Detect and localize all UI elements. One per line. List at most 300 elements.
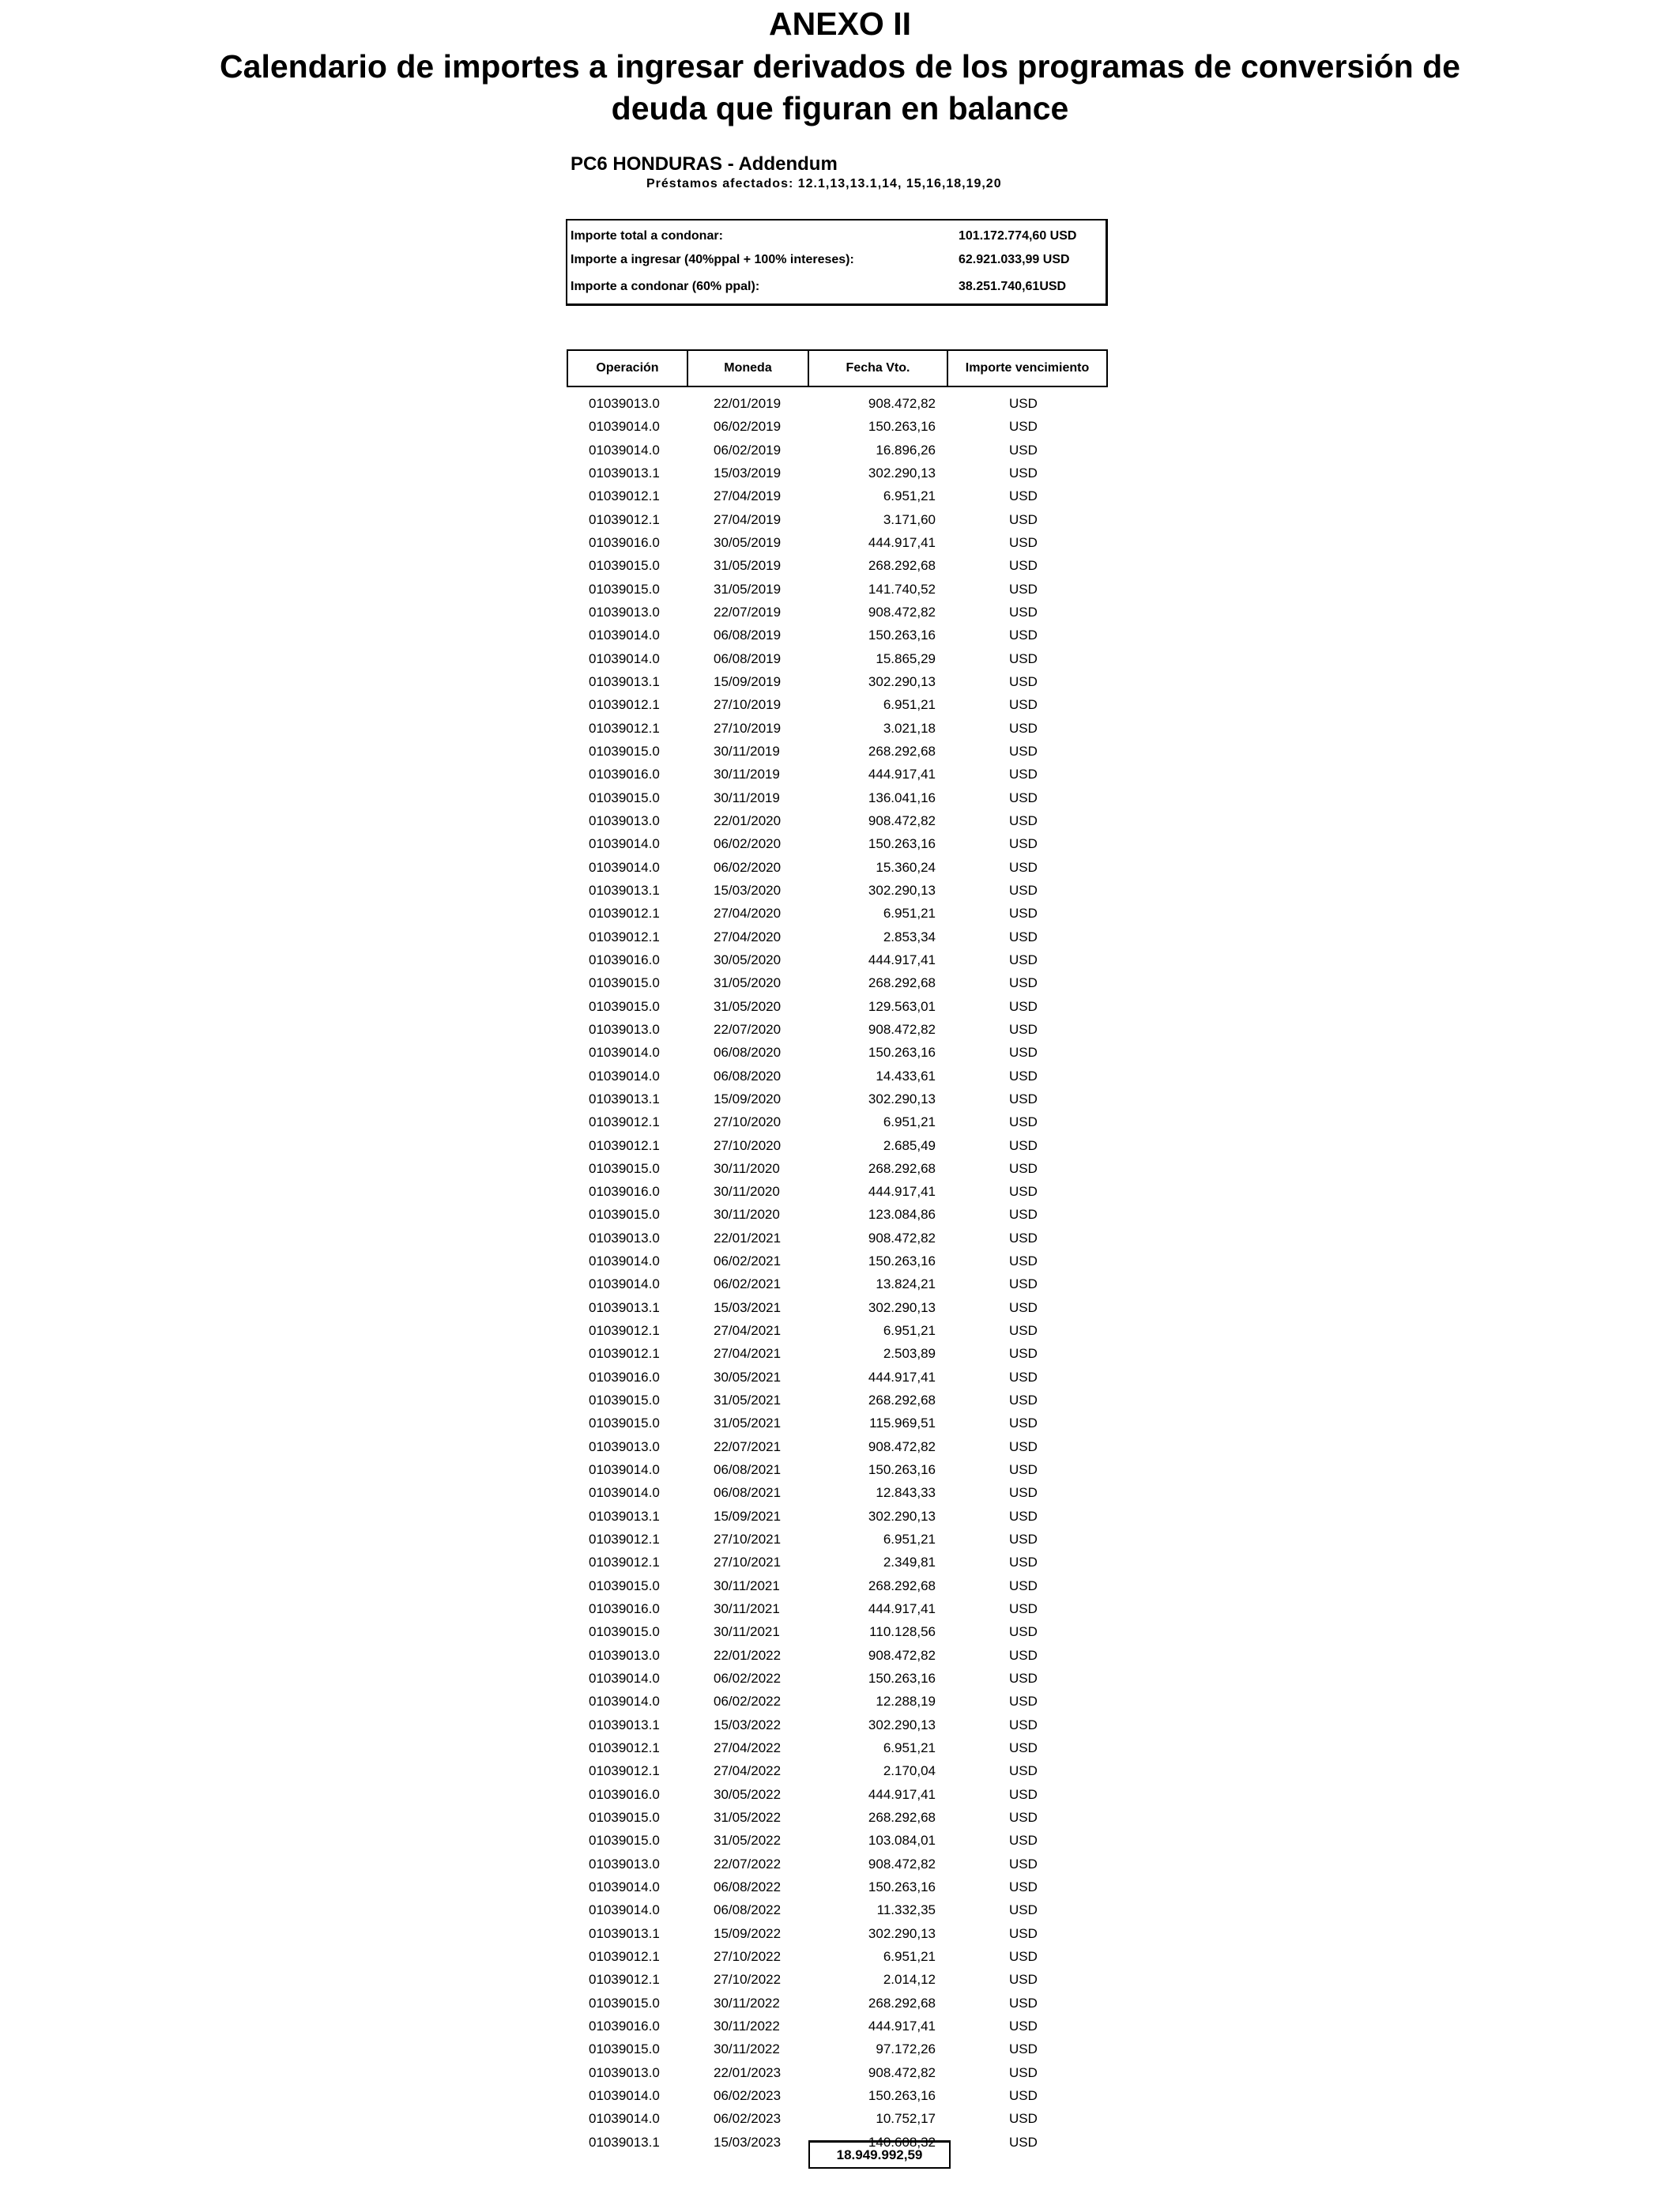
amount: 11.332,35 bbox=[876, 1902, 936, 1918]
currency: USD bbox=[1009, 1068, 1038, 1084]
due-date: 31/05/2019 bbox=[714, 581, 782, 597]
due-date: 06/08/2020 bbox=[714, 1068, 782, 1084]
amount: 12.843,33 bbox=[876, 1485, 936, 1501]
currency: USD bbox=[1009, 581, 1038, 597]
currency: USD bbox=[1009, 1925, 1038, 1941]
operation-code: 01039013.1 bbox=[589, 1925, 660, 1941]
table-row bbox=[567, 1272, 1109, 1295]
currency: USD bbox=[1009, 1276, 1038, 1292]
amount: 268.292,68 bbox=[868, 558, 936, 574]
table-row bbox=[567, 1065, 1109, 1088]
table-row bbox=[567, 1945, 1109, 1968]
currency: USD bbox=[1009, 1299, 1038, 1315]
amount: 268.292,68 bbox=[868, 1995, 936, 2011]
amount: 444.917,41 bbox=[868, 1369, 936, 1385]
operation-code: 01039015.0 bbox=[589, 1393, 660, 1408]
operation-code: 01039015.0 bbox=[589, 1833, 660, 1849]
amount: 444.917,41 bbox=[868, 1184, 936, 1200]
operation-code: 01039013.0 bbox=[589, 396, 660, 411]
table-row bbox=[567, 1992, 1109, 2015]
table-row bbox=[567, 948, 1109, 971]
table-row bbox=[567, 1620, 1109, 1643]
due-date: 27/04/2019 bbox=[714, 511, 782, 527]
due-date: 27/10/2021 bbox=[714, 1532, 782, 1547]
operation-code: 01039013.1 bbox=[589, 1299, 660, 1315]
due-date: 30/11/2021 bbox=[714, 1578, 780, 1593]
operation-code: 01039015.0 bbox=[589, 975, 660, 991]
schedule-rows bbox=[567, 392, 1109, 2154]
summary-row bbox=[567, 249, 1106, 271]
operation-code: 01039014.0 bbox=[589, 1902, 660, 1918]
table-row bbox=[567, 2061, 1109, 2084]
table-row bbox=[567, 392, 1109, 415]
operation-code: 01039013.0 bbox=[589, 1021, 660, 1037]
amount: 444.917,41 bbox=[868, 952, 936, 967]
table-row bbox=[567, 693, 1109, 716]
operation-code: 01039014.0 bbox=[589, 442, 660, 458]
currency: USD bbox=[1009, 790, 1038, 805]
table-row bbox=[567, 1898, 1109, 1921]
amount: 13.824,21 bbox=[876, 1276, 936, 1292]
amount: 6.951,21 bbox=[883, 1114, 936, 1130]
operation-code: 01039012.1 bbox=[589, 1137, 660, 1153]
operation-code: 01039013.0 bbox=[589, 1438, 660, 1454]
currency: USD bbox=[1009, 628, 1038, 643]
currency: USD bbox=[1009, 488, 1038, 504]
amount: 141.740,52 bbox=[868, 581, 936, 597]
operation-code: 01039012.1 bbox=[589, 1346, 660, 1362]
page-title: ANEXO II bbox=[769, 6, 911, 42]
currency: USD bbox=[1009, 929, 1038, 944]
table-row bbox=[567, 1667, 1109, 1690]
table-row bbox=[567, 1597, 1109, 1620]
total-amount: 18.949.992,59 bbox=[808, 2140, 951, 2169]
currency: USD bbox=[1009, 1462, 1038, 1478]
amount: 444.917,41 bbox=[868, 1601, 936, 1617]
due-date: 22/01/2021 bbox=[714, 1230, 782, 1246]
amount: 268.292,68 bbox=[868, 1160, 936, 1176]
currency: USD bbox=[1009, 1671, 1038, 1687]
table-row bbox=[567, 2015, 1109, 2038]
table-row bbox=[567, 2107, 1109, 2130]
operation-code: 01039013.1 bbox=[589, 882, 660, 898]
due-date: 06/02/2022 bbox=[714, 1671, 782, 1687]
operation-code: 01039012.1 bbox=[589, 1323, 660, 1339]
table-row bbox=[567, 1458, 1109, 1481]
amount: 150.263,16 bbox=[868, 1879, 936, 1894]
currency: USD bbox=[1009, 2041, 1038, 2057]
table-row bbox=[567, 1250, 1109, 1272]
currency: USD bbox=[1009, 697, 1038, 713]
amount: 6.951,21 bbox=[883, 906, 936, 922]
due-date: 30/11/2022 bbox=[714, 2041, 780, 2057]
due-date: 30/11/2022 bbox=[714, 2018, 780, 2034]
table-row bbox=[567, 508, 1109, 531]
amount: 6.951,21 bbox=[883, 1532, 936, 1547]
currency: USD bbox=[1009, 859, 1038, 875]
due-date: 30/11/2020 bbox=[714, 1160, 780, 1176]
column-header-operacion: Operación bbox=[567, 349, 688, 387]
amount: 302.290,13 bbox=[868, 1717, 936, 1732]
currency: USD bbox=[1009, 975, 1038, 991]
due-date: 27/10/2020 bbox=[714, 1114, 782, 1130]
currency: USD bbox=[1009, 1948, 1038, 1964]
due-date: 31/05/2021 bbox=[714, 1393, 782, 1408]
due-date: 27/04/2020 bbox=[714, 929, 782, 944]
due-date: 27/04/2019 bbox=[714, 488, 782, 504]
operation-code: 01039016.0 bbox=[589, 2018, 660, 2034]
currency: USD bbox=[1009, 1160, 1038, 1176]
due-date: 22/07/2020 bbox=[714, 1021, 782, 1037]
due-date: 06/02/2023 bbox=[714, 2111, 782, 2127]
due-date: 15/09/2019 bbox=[714, 673, 782, 689]
amount: 2.014,12 bbox=[883, 1972, 936, 1988]
amount: 97.172,26 bbox=[876, 2041, 936, 2057]
amount: 302.290,13 bbox=[868, 465, 936, 481]
due-date: 22/01/2019 bbox=[714, 396, 782, 411]
amount: 444.917,41 bbox=[868, 2018, 936, 2034]
operation-code: 01039012.1 bbox=[589, 1972, 660, 1988]
page-subtitle bbox=[0, 46, 1680, 130]
table-row bbox=[567, 786, 1109, 809]
operation-code: 01039012.1 bbox=[589, 929, 660, 944]
due-date: 06/08/2022 bbox=[714, 1879, 782, 1894]
due-date: 15/03/2022 bbox=[714, 1717, 782, 1732]
table-row bbox=[567, 1690, 1109, 1713]
operation-code: 01039014.0 bbox=[589, 1276, 660, 1292]
operation-code: 01039014.0 bbox=[589, 1253, 660, 1269]
operation-code: 01039014.0 bbox=[589, 1671, 660, 1687]
affected-loans: Préstamos afectados: 12.1,13,13.1,14, 15,16,18,19,20 bbox=[646, 177, 1002, 190]
table-row bbox=[567, 1968, 1109, 1991]
operation-code: 01039013.1 bbox=[589, 1508, 660, 1524]
due-date: 30/11/2021 bbox=[714, 1601, 780, 1617]
operation-code: 01039013.0 bbox=[589, 1856, 660, 1872]
operation-code: 01039015.0 bbox=[589, 558, 660, 574]
amount: 268.292,68 bbox=[868, 1810, 936, 1826]
currency: USD bbox=[1009, 1717, 1038, 1732]
currency: USD bbox=[1009, 673, 1038, 689]
operation-code: 01039015.0 bbox=[589, 1578, 660, 1593]
operation-code: 01039013.1 bbox=[589, 673, 660, 689]
operation-code: 01039012.1 bbox=[589, 720, 660, 736]
operation-code: 01039015.0 bbox=[589, 1995, 660, 2011]
due-date: 06/02/2020 bbox=[714, 836, 782, 852]
summary-value: 101.172.774,60 USD bbox=[959, 229, 1077, 243]
table-row bbox=[567, 832, 1109, 855]
table-row bbox=[567, 1505, 1109, 1528]
currency: USD bbox=[1009, 1532, 1038, 1547]
table-row bbox=[567, 763, 1109, 786]
summary-label: Importe a ingresar (40%ppal + 100% intereses): bbox=[571, 253, 854, 266]
table-row bbox=[567, 1551, 1109, 1574]
amount: 2.685,49 bbox=[883, 1137, 936, 1153]
operation-code: 01039014.0 bbox=[589, 628, 660, 643]
currency: USD bbox=[1009, 1137, 1038, 1153]
operation-code: 01039012.1 bbox=[589, 1763, 660, 1779]
summary-row bbox=[567, 276, 1106, 298]
amount: 302.290,13 bbox=[868, 1508, 936, 1524]
operation-code: 01039015.0 bbox=[589, 743, 660, 759]
due-date: 15/03/2019 bbox=[714, 465, 782, 481]
amount: 268.292,68 bbox=[868, 975, 936, 991]
currency: USD bbox=[1009, 1601, 1038, 1617]
amount: 136.041,16 bbox=[868, 790, 936, 805]
currency: USD bbox=[1009, 1114, 1038, 1130]
currency: USD bbox=[1009, 1740, 1038, 1756]
currency: USD bbox=[1009, 1995, 1038, 2011]
table-row bbox=[567, 1574, 1109, 1597]
due-date: 06/02/2021 bbox=[714, 1253, 782, 1269]
currency: USD bbox=[1009, 2018, 1038, 2034]
currency: USD bbox=[1009, 1184, 1038, 1200]
table-row bbox=[567, 1227, 1109, 1250]
due-date: 27/04/2020 bbox=[714, 906, 782, 922]
currency: USD bbox=[1009, 1555, 1038, 1570]
amount: 908.472,82 bbox=[868, 1438, 936, 1454]
table-row bbox=[567, 484, 1109, 507]
due-date: 22/01/2020 bbox=[714, 812, 782, 828]
table-row bbox=[567, 995, 1109, 1018]
due-date: 22/01/2023 bbox=[714, 2064, 782, 2080]
currency: USD bbox=[1009, 1021, 1038, 1037]
program-name: PC6 HONDURAS - Addendum bbox=[571, 153, 838, 175]
amount: 6.951,21 bbox=[883, 1740, 936, 1756]
table-row bbox=[567, 601, 1109, 624]
table-row bbox=[567, 647, 1109, 670]
amount: 908.472,82 bbox=[868, 2064, 936, 2080]
currency: USD bbox=[1009, 767, 1038, 782]
table-row bbox=[567, 1110, 1109, 1133]
amount: 15.360,24 bbox=[876, 859, 936, 875]
amount: 103.084,01 bbox=[868, 1833, 936, 1849]
currency: USD bbox=[1009, 1833, 1038, 1849]
due-date: 27/04/2022 bbox=[714, 1763, 782, 1779]
table-row bbox=[567, 1180, 1109, 1203]
amount: 150.263,16 bbox=[868, 1671, 936, 1687]
amount: 150.263,16 bbox=[868, 2087, 936, 2103]
amount: 150.263,16 bbox=[868, 628, 936, 643]
operation-code: 01039015.0 bbox=[589, 1416, 660, 1431]
operation-code: 01039015.0 bbox=[589, 1207, 660, 1223]
table-row bbox=[567, 1829, 1109, 1852]
due-date: 15/03/2020 bbox=[714, 882, 782, 898]
due-date: 06/08/2019 bbox=[714, 628, 782, 643]
amount: 12.288,19 bbox=[876, 1694, 936, 1710]
summary-box bbox=[566, 219, 1108, 306]
table-row bbox=[567, 578, 1109, 601]
operation-code: 01039014.0 bbox=[589, 1694, 660, 1710]
amount: 302.290,13 bbox=[868, 1925, 936, 1941]
table-row bbox=[567, 624, 1109, 647]
table-row bbox=[567, 1018, 1109, 1041]
table-row bbox=[567, 902, 1109, 925]
currency: USD bbox=[1009, 2134, 1038, 2150]
operation-code: 01039012.1 bbox=[589, 1948, 660, 1964]
operation-code: 01039015.0 bbox=[589, 998, 660, 1014]
currency: USD bbox=[1009, 1694, 1038, 1710]
due-date: 22/07/2019 bbox=[714, 604, 782, 620]
currency: USD bbox=[1009, 465, 1038, 481]
due-date: 27/10/2020 bbox=[714, 1137, 782, 1153]
currency: USD bbox=[1009, 511, 1038, 527]
table-row bbox=[567, 1366, 1109, 1389]
amount: 6.951,21 bbox=[883, 697, 936, 713]
table-row bbox=[567, 1713, 1109, 1736]
amount: 15.865,29 bbox=[876, 650, 936, 666]
currency: USD bbox=[1009, 1972, 1038, 1988]
due-date: 31/05/2022 bbox=[714, 1810, 782, 1826]
currency: USD bbox=[1009, 604, 1038, 620]
due-date: 06/02/2021 bbox=[714, 1276, 782, 1292]
table-row bbox=[567, 1412, 1109, 1434]
amount: 302.290,13 bbox=[868, 882, 936, 898]
table-row bbox=[567, 1481, 1109, 1504]
due-date: 27/04/2022 bbox=[714, 1740, 782, 1756]
currency: USD bbox=[1009, 1856, 1038, 1872]
currency: USD bbox=[1009, 1346, 1038, 1362]
operation-code: 01039013.1 bbox=[589, 1717, 660, 1732]
due-date: 22/07/2022 bbox=[714, 1856, 782, 1872]
table-row bbox=[567, 1759, 1109, 1782]
due-date: 06/02/2019 bbox=[714, 442, 782, 458]
operation-code: 01039012.1 bbox=[589, 511, 660, 527]
due-date: 27/04/2021 bbox=[714, 1346, 782, 1362]
page-subtitle-line: Calendario de importes a ingresar derivados de los programas de conversión de bbox=[220, 48, 1460, 85]
due-date: 27/10/2019 bbox=[714, 697, 782, 713]
amount: 908.472,82 bbox=[868, 1647, 936, 1663]
amount: 150.263,16 bbox=[868, 1253, 936, 1269]
currency: USD bbox=[1009, 1253, 1038, 1269]
amount: 6.951,21 bbox=[883, 1948, 936, 1964]
amount: 140.608,32 bbox=[868, 2134, 936, 2150]
operation-code: 01039016.0 bbox=[589, 1786, 660, 1802]
currency: USD bbox=[1009, 743, 1038, 759]
table-row bbox=[567, 1319, 1109, 1342]
currency: USD bbox=[1009, 720, 1038, 736]
operation-code: 01039013.0 bbox=[589, 1230, 660, 1246]
currency: USD bbox=[1009, 1763, 1038, 1779]
amount: 908.472,82 bbox=[868, 396, 936, 411]
operation-code: 01039012.1 bbox=[589, 906, 660, 922]
currency: USD bbox=[1009, 442, 1038, 458]
table-row bbox=[567, 1922, 1109, 1945]
currency: USD bbox=[1009, 2087, 1038, 2103]
operation-code: 01039015.0 bbox=[589, 1624, 660, 1640]
operation-code: 01039014.0 bbox=[589, 650, 660, 666]
due-date: 06/02/2022 bbox=[714, 1694, 782, 1710]
currency: USD bbox=[1009, 1045, 1038, 1061]
currency: USD bbox=[1009, 952, 1038, 967]
table-row bbox=[567, 415, 1109, 438]
due-date: 06/08/2022 bbox=[714, 1902, 782, 1918]
table-row bbox=[567, 717, 1109, 740]
operation-code: 01039012.1 bbox=[589, 1532, 660, 1547]
table-row bbox=[567, 1041, 1109, 1064]
amount: 302.290,13 bbox=[868, 1299, 936, 1315]
due-date: 30/11/2020 bbox=[714, 1184, 780, 1200]
operation-code: 01039016.0 bbox=[589, 1601, 660, 1617]
currency: USD bbox=[1009, 882, 1038, 898]
operation-code: 01039013.1 bbox=[589, 1091, 660, 1106]
currency: USD bbox=[1009, 1323, 1038, 1339]
currency: USD bbox=[1009, 1508, 1038, 1524]
table-row bbox=[567, 554, 1109, 577]
due-date: 31/05/2020 bbox=[714, 975, 782, 991]
operation-code: 01039016.0 bbox=[589, 1184, 660, 1200]
due-date: 27/10/2019 bbox=[714, 720, 782, 736]
column-header-moneda: Moneda bbox=[687, 349, 809, 387]
summary-label: Importe a condonar (60% ppal): bbox=[571, 280, 760, 293]
currency: USD bbox=[1009, 1879, 1038, 1894]
operation-code: 01039014.0 bbox=[589, 1879, 660, 1894]
operation-code: 01039016.0 bbox=[589, 1369, 660, 1385]
table-row bbox=[567, 1296, 1109, 1319]
operation-code: 01039014.0 bbox=[589, 1068, 660, 1084]
amount: 3.171,60 bbox=[883, 511, 936, 527]
currency: USD bbox=[1009, 534, 1038, 550]
amount: 6.951,21 bbox=[883, 488, 936, 504]
due-date: 31/05/2020 bbox=[714, 998, 782, 1014]
table-row bbox=[567, 1528, 1109, 1551]
amount: 908.472,82 bbox=[868, 604, 936, 620]
amount: 2.503,89 bbox=[883, 1346, 936, 1362]
due-date: 30/11/2019 bbox=[714, 743, 780, 759]
operation-code: 01039014.0 bbox=[589, 1462, 660, 1478]
table-row bbox=[567, 1435, 1109, 1458]
currency: USD bbox=[1009, 1230, 1038, 1246]
amount: 444.917,41 bbox=[868, 1786, 936, 1802]
due-date: 30/05/2021 bbox=[714, 1369, 782, 1385]
table-row bbox=[567, 1342, 1109, 1365]
table-row bbox=[567, 1806, 1109, 1829]
currency: USD bbox=[1009, 396, 1038, 411]
due-date: 30/11/2021 bbox=[714, 1624, 780, 1640]
due-date: 22/01/2022 bbox=[714, 1647, 782, 1663]
table-row bbox=[567, 971, 1109, 994]
amount: 268.292,68 bbox=[868, 1393, 936, 1408]
currency: USD bbox=[1009, 558, 1038, 574]
due-date: 15/03/2023 bbox=[714, 2134, 782, 2150]
due-date: 15/09/2021 bbox=[714, 1508, 782, 1524]
due-date: 30/11/2020 bbox=[714, 1207, 780, 1223]
amount: 3.021,18 bbox=[883, 720, 936, 736]
currency: USD bbox=[1009, 998, 1038, 1014]
amount: 115.969,51 bbox=[869, 1416, 936, 1431]
currency: USD bbox=[1009, 1091, 1038, 1106]
amount: 150.263,16 bbox=[868, 419, 936, 435]
currency: USD bbox=[1009, 419, 1038, 435]
operation-code: 01039015.0 bbox=[589, 581, 660, 597]
currency: USD bbox=[1009, 1578, 1038, 1593]
operation-code: 01039014.0 bbox=[589, 419, 660, 435]
due-date: 06/02/2019 bbox=[714, 419, 782, 435]
currency: USD bbox=[1009, 1393, 1038, 1408]
operation-code: 01039013.0 bbox=[589, 604, 660, 620]
due-date: 15/03/2021 bbox=[714, 1299, 782, 1315]
column-header-fecha: Fecha Vto. bbox=[808, 349, 948, 387]
amount: 444.917,41 bbox=[868, 767, 936, 782]
due-date: 06/08/2021 bbox=[714, 1485, 782, 1501]
amount: 150.263,16 bbox=[868, 1462, 936, 1478]
currency: USD bbox=[1009, 1416, 1038, 1431]
amount: 110.128,56 bbox=[869, 1624, 936, 1640]
table-row bbox=[567, 1134, 1109, 1157]
amount: 150.263,16 bbox=[868, 1045, 936, 1061]
amount: 123.084,86 bbox=[868, 1207, 936, 1223]
currency: USD bbox=[1009, 1369, 1038, 1385]
table-row bbox=[567, 1203, 1109, 1226]
